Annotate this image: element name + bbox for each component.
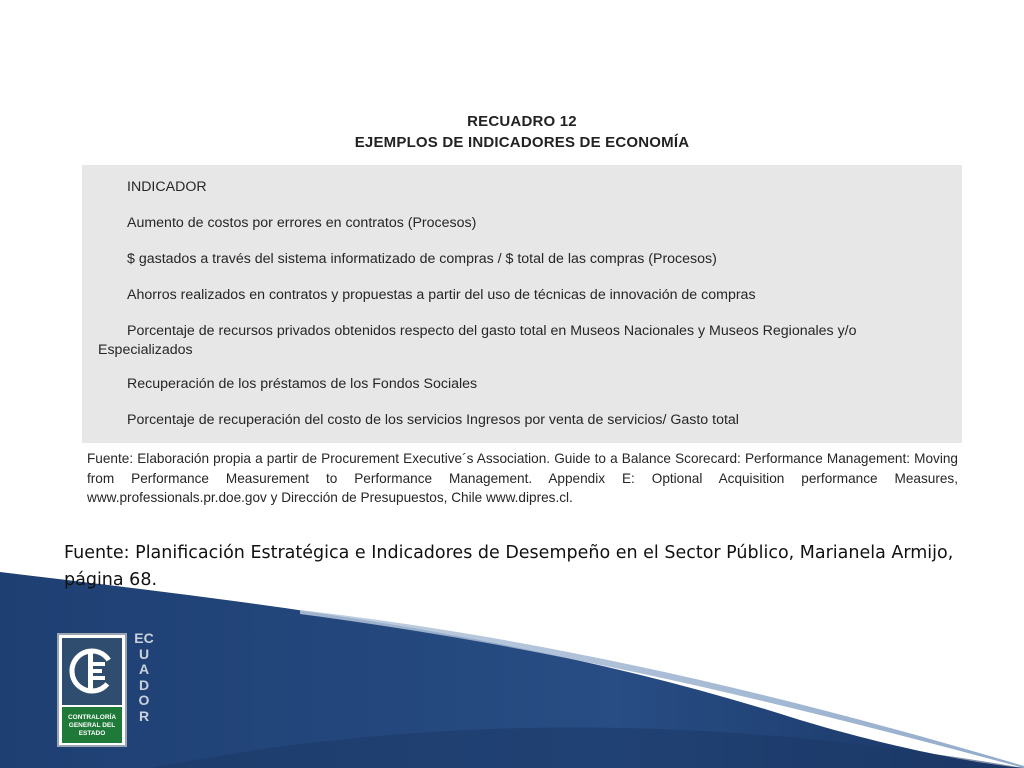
table-row: Recuperación de los préstamos de los Fondos Sociales bbox=[127, 376, 478, 392]
cge-emblem-icon bbox=[62, 638, 122, 705]
box-title: RECUADRO 12 bbox=[467, 113, 577, 130]
table-row: Aumento de costos por errores en contratos (Procesos) bbox=[127, 215, 477, 231]
logo-org-name: CONTRALORÍA GENERAL DEL ESTADO bbox=[62, 707, 122, 743]
table-source-note: Fuente: Elaboración propia a partir de Procurement Executive´s Association. Guide to a Balance Scorecard: Performance Management: Moving from Performance Measurement to Performance Management. Appendix E: Optional Acquisition performance Measures, www.professionals.pr.doe.gov y Dirección de Presupuestos, Chile www.dipres.cl. bbox=[87, 451, 958, 505]
table-row: Porcentaje de recursos privados obtenidos respecto del gasto total en Museos Nacionales y Museos Regionales y/o Especializados bbox=[98, 323, 857, 358]
logo-emblem bbox=[62, 638, 122, 705]
table-header: INDICADOR bbox=[127, 179, 207, 195]
box-subtitle: EJEMPLOS DE INDICADORES DE ECONOMÍA bbox=[354, 134, 690, 151]
table-row: Ahorros realizados en contratos y propuestas a partir del uso de técnicas de innovación de compras bbox=[127, 287, 756, 303]
logo-country-vertical: ECUADOR bbox=[134, 630, 154, 724]
table-row: $ gastados a través del sistema informatizado de compras / $ total de las compras (Procesos) bbox=[127, 251, 717, 267]
indicator-table bbox=[82, 165, 962, 443]
slide-source-citation: Fuente: Planificación Estratégica e Indicadores de Desempeño en el Sector Público, Marianela Armijo, página 68. bbox=[64, 543, 954, 590]
contraloria-logo bbox=[57, 633, 127, 747]
table-row: Porcentaje de recuperación del costo de los servicios Ingresos por venta de servicios/ Gasto total bbox=[127, 412, 739, 428]
